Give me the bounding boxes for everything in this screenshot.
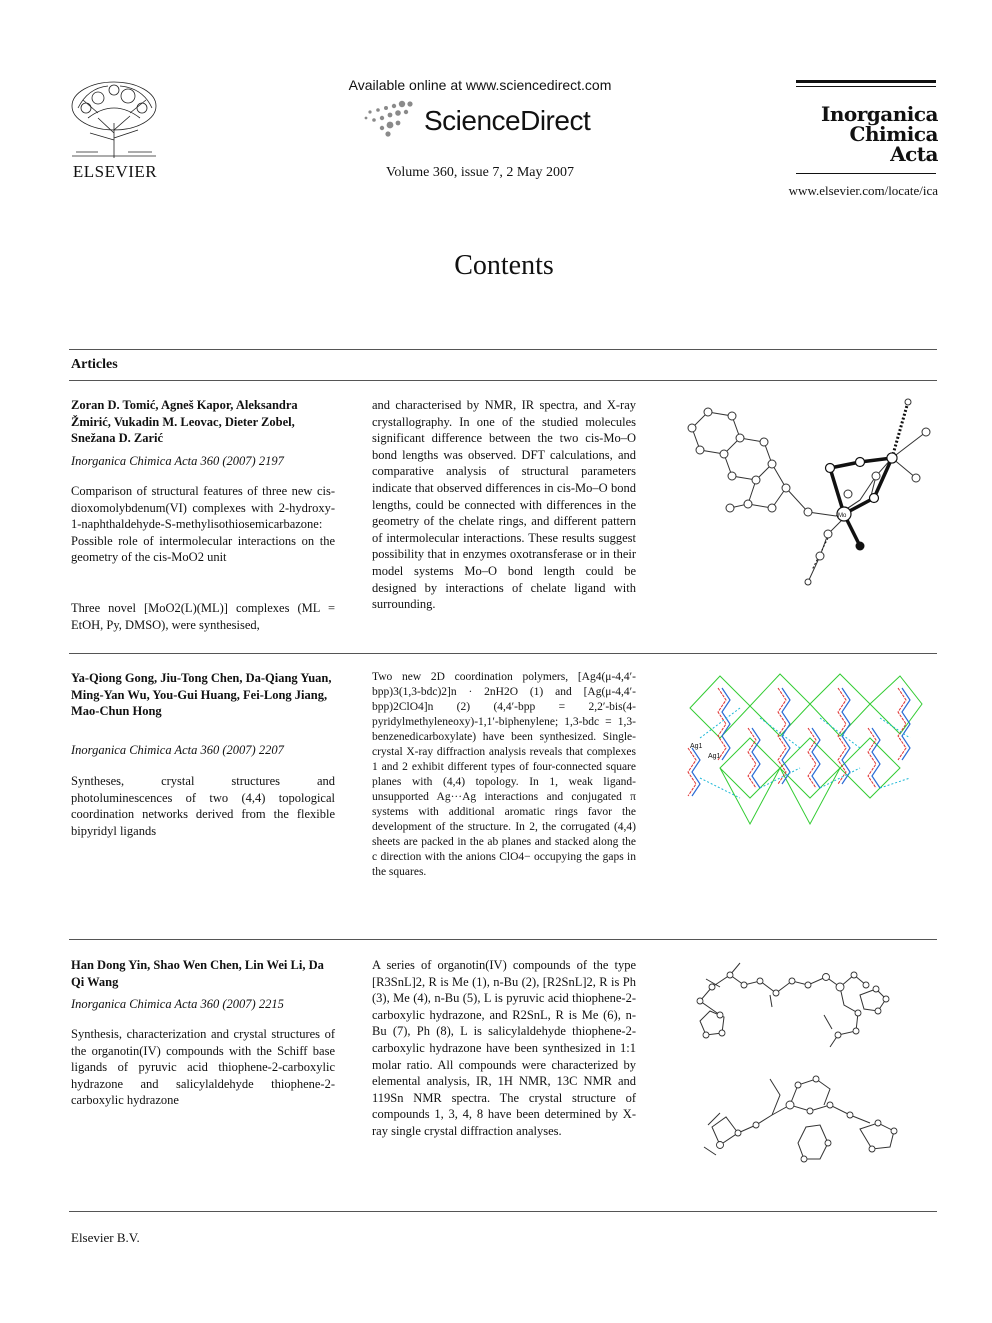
- article-1-divider: [69, 653, 937, 654]
- ag1-label-a: Ag1: [690, 743, 703, 750]
- article-1-title[interactable]: Comparison of structural features of three new cis-dioxomolybdenum(VI) complexes with 2-hydroxy-1-naphthaldehyde-S-methylisothiosemicarbazone: Possible role of intermolecular interactions on the geometry of the cis-MoO2 unit: [71, 484, 335, 565]
- page-title: Contents: [454, 250, 554, 281]
- article-3-abstract: A series of organotin(IV) compounds of the type [R3SnL]2, R is Me (1), n-Bu (2), [R2SnL]2, R is Ph (3), Me (4), n-Bu (5), L is pyruvic acid thiophene-2-carboxylic hydrazone, and R2SnL, R is Me (6), n-Bu (7), Ph (8), L is salicylaldehyde thiophene-2-carboxylic hydrazone have been synthesized in 1:1 molar ratio. All compounds were characterized by elemental analysis, IR, 1H NMR, 13C NMR and 119Sn NMR spectra. The crystal structure of compounds 1, 3, 4, 8 have been determined by X-ray single crystal diffraction analyses.: [372, 958, 636, 1138]
- article-1-molecule-figure: [660, 392, 940, 602]
- publisher-wordmark: ELSEVIER: [72, 162, 158, 181]
- journal-title-line1: Inorganica: [821, 102, 938, 126]
- article-2-title[interactable]: Syntheses, crystal structures and photoluminescences of two (4,4) topological coordination networks derived from the flexible bipyridyl ligands: [71, 774, 335, 838]
- ag1-label-b: Ag1: [708, 753, 721, 760]
- article-3-organotin-figures: [660, 955, 920, 1165]
- available-online-text: Available online at www.sciencedirect.com: [348, 77, 612, 93]
- article-1-citation[interactable]: Inorganica Chimica Acta 360 (2007) 2197: [71, 454, 284, 468]
- article-2-abstract: Two new 2D coordination polymers, [Ag4(μ-4,4′-bpp)3(1,3-bdc)2]n · 2nH2O (1) and [Ag(μ-4,4′-bpp)2ClO4]n (2) (4,4′-bpp = 2,2′-bis(4-pyridylmethyleneoxy)-1,1′-biphenylene; 1,3-bdc = 1,3-benzenedicarboxylate) have been synthesized. Single-crystal X-ray diffraction analysis reveals that complexes 1 and 2 exhibit different types of four-connected square planes with (4,4) topology. In 1, weak ligand-unsupported Ag···Ag interactions and conjugated π systems with additional aromatic rings favor the development of the structure. In 2, the corrugated (4,4) sheets are packed in the ab planes and stacked along the c direction with the anions ClO4− occupying the gaps in the squares.: [372, 671, 636, 878]
- mo-atom-label: Mo: [838, 513, 847, 519]
- article-3-title[interactable]: Synthesis, characterization and crystal structures of the organotin(IV) compounds with the Schiff base ligands of pyruvic acid thiophene-2-carboxylic hydrazone and salicylaldehyde thiophene-2-carboxylic hydrazone: [71, 1027, 335, 1108]
- section-heading: Articles: [71, 357, 118, 372]
- elsevier-tree-logo: [68, 78, 160, 160]
- journal-url-link[interactable]: www.elsevier.com/locate/ica: [788, 183, 938, 198]
- article-2-authors: Ya-Qiong Gong, Jiu-Tong Chen, Da-Qiang Yuan, Ming-Yan Wu, You-Gui Huang, Fei-Long Jiang, Mao-Chun Hong: [71, 671, 332, 718]
- volume-line: Volume 360, issue 7, 2 May 2007: [386, 165, 574, 180]
- journal-top-rule-thin: [796, 86, 936, 87]
- sciencedirect-dots-icon: [360, 98, 420, 138]
- journal-top-rule: [796, 80, 936, 83]
- journal-title: [796, 104, 938, 164]
- footer-publisher: Elsevier B.V.: [71, 1230, 140, 1245]
- article-1-authors: Zoran D. Tomić, Agneš Kapor, Aleksandra Žmirić, Vukadin M. Leovac, Dieter Zobel, Snežana D. Zarić: [71, 398, 298, 445]
- article-1-abstract-start: Three novel [MoO2(L)(ML)] complexes (ML = EtOH, Py, DMSO), were synthesised,: [71, 601, 335, 632]
- article-2-citation[interactable]: Inorganica Chimica Acta 360 (2007) 2207: [71, 743, 284, 757]
- sciencedirect-wordmark[interactable]: ScienceDirect: [424, 105, 591, 136]
- section-rule-bottom: [69, 380, 937, 381]
- article-2-divider: [69, 939, 937, 940]
- journal-bottom-rule: [796, 173, 936, 174]
- journal-title-line2: Chimica Acta: [849, 122, 938, 166]
- article-3-citation[interactable]: Inorganica Chimica Acta 360 (2007) 2215: [71, 997, 284, 1011]
- section-rule-top: [69, 349, 937, 350]
- article-2-network-figure: [660, 668, 930, 828]
- article-1-abstract: and characterised by NMR, IR spectra, and X-ray crystallography. In one of the studied molecules significant difference between the two cis-Mo–O bond lengths was observed. DFT calculations, and comparative analysis of structural parameters indicate that observed differences in cis-Mo–O bond lengths, could be connected with differences in the geometry of the chelate rings, and different pattern of intermolecular interactions. These results suggest possibility that in enzymes oxotransferase or in their model systems Mo–O bond length could be designed by interactions of chelate ligand with surrounding.: [372, 398, 636, 612]
- article-3-authors: Han Dong Yin, Shao Wen Chen, Lin Wei Li, Da Qi Wang: [71, 958, 324, 989]
- footer-rule: [69, 1211, 937, 1212]
